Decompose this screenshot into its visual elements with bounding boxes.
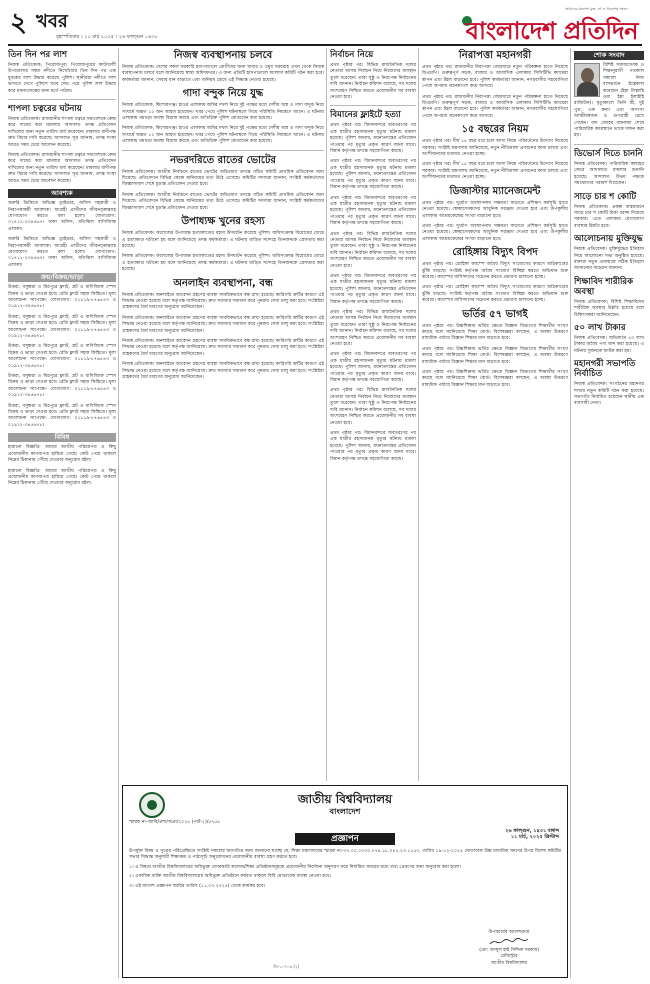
misc-text: হারানো বিজ্ঞপ্তি: আমার জাতীয় পরিচয়পত্র ও কিছু প্রয়োজনীয় কাগজপত্র হারিয়ে গেছে। কেউ পেয়ে থাকলে নিম্নের ঠিকানায় পৌঁছে দেওয়ার অনুরোধ রইল।	[8, 468, 116, 487]
article-body: প্রথম পৃষ্ঠার পর। বিমানবন্দরে অবতরণের পর এক যাত্রীর রহস্যজনক মৃত্যুর ঘটনায় মামলা হয়েছে। পুলিশ জানায়, ময়নাতদন্তের প্রতিবেদন পাওয়ার পর মৃত্যুর প্রকৃত কারণ জানা যাবে। বিমান কর্তৃপক্ষ তদন্তে সহযোগিতা করছে।	[330, 273, 416, 305]
article-body: নিজস্ব প্রতিবেদক। অভিযানে ৫০ লাখ টাকার অবৈধ পণ্য জব্দ করা হয়েছে। এ ঘটনায় দুজনকে আটক করা হয়।	[574, 335, 644, 354]
headline: ভর্তির ৫৭ ভাগই	[462, 308, 528, 320]
article-body: প্রথম পৃষ্ঠার পর। দীর্ঘ ১৫ বছর ধরে চলে আসা নিয়ম পরিবর্তনের উদ্যোগ নিয়েছে সরকার। সংশ্লিষ্ট মন্ত্রণালয় জানিয়েছে, নতুন নীতিমালা প্রণয়নের কাজ চলছে এবং অংশীজনদের মতামত নেওয়া হচ্ছে।	[422, 162, 568, 181]
headline: ডিভোর্স দিতে চাননি	[574, 148, 643, 159]
ad-code: জি-১০৭০৬ (২)	[273, 964, 300, 970]
ad-reference	[129, 820, 561, 827]
headline: আলোচনায় মুক্তিযুদ্ধ	[574, 234, 643, 245]
divider	[330, 105, 416, 106]
article-body: প্রথম পৃষ্ঠার পর। উচ্চশিক্ষায় ভর্তির ক্ষেত্রে বিজ্ঞান বিভাগের শিক্ষার্থীর সংখ্যা কমছে বলে জানিয়েছে শিক্ষা বোর্ড। বিশেষজ্ঞরা বলছেন, এ অবস্থা উত্তরণে মাধ্যমিক পর্যায়ে বিজ্ঞান শিক্ষার মান বাড়াতে হবে।	[422, 346, 568, 365]
headline: ৫০ লাখ টাকার	[574, 322, 626, 333]
ad-paragraph: উপর্যুক্ত বিষয় ও সূত্রের পরিপ্রেক্ষিতে সংশ্লিষ্ট সকলের অবগতির জন্য জানানো যাচ্ছে যে, শিক্ষা মন্ত্রণালয়ের স্মারক নং-৩৭.০০.০০০০.০৭৪.১৮.০০২.২৩.১২৫০, তারিখ ১৯-১২-২০২৪ মোতাবেক উচ্চ মাধ্যমিক সনদের উপর বিশেষ কমিটির সভার সিদ্ধান্ত অনুযায়ী শিক্ষাক্রম ও পাঠ্যসূচি অনুমোদনের প্রয়োজনীয় ব্যবস্থা গ্রহণ করতে হবে।	[129, 848, 561, 861]
article-body: নিজস্ব প্রতিবেদক। সংগঠনের মহানগর শাখার নতুন কমিটি গঠন করা হয়েছে। সভাপতি নির্বাচিত হয়েছেন স্থানীয় এক ব্যবসায়ী নেতা।	[574, 382, 644, 407]
column-right	[574, 48, 644, 978]
newspaper-logo	[406, 7, 638, 45]
property-text: উত্তরা, বসুন্ধরা ও মিরপুরে ফ্ল্যাট, প্লট ও বাণিজ্যিক স্পেস বিক্রয় ও ভাড়া দেওয়া হবে। রেডি ফ্ল্যাট সহজ কিস্তিতে। মূল্য আলোচনা সাপেক্ষে। যোগাযোগ: ০১৮১৯-৮৭৬৫৪৩ ও ০১৯১২-৩৪৫৬৭৮।	[8, 314, 116, 339]
divider	[574, 144, 644, 145]
article-body: প্রথম পৃষ্ঠার পর। বিমানবন্দরে অবতরণের পর এক যাত্রীর রহস্যজনক মৃত্যুর ঘটনায় মামলা হয়েছে। পুলিশ জানায়, ময়নাতদন্তের প্রতিবেদন পাওয়ার পর মৃত্যুর প্রকৃত কারণ জানা যাবে। বিমান কর্তৃপক্ষ তদন্তে সহযোগিতা করছে।	[330, 159, 416, 191]
article-body: প্রথম পৃষ্ঠার পর। বিমানবন্দরে অবতরণের পর এক যাত্রীর রহস্যজনক মৃত্যুর ঘটনায় মামলা হয়েছে। পুলিশ জানায়, ময়নাতদন্তের প্রতিবেদন পাওয়ার পর মৃত্যুর প্রকৃত কারণ জানা যাবে। বিমান কর্তৃপক্ষ তদন্তে সহযোগিতা করছে।	[330, 195, 416, 227]
headline: নিরাপত্তা মহানগরী	[458, 50, 532, 61]
article-body: প্রথম পৃষ্ঠার পর। রাজধানীর নিরাপত্তা জোরদারে নতুন পরিকল্পনা হাতে নিয়েছে ডিএমপি। গুরুত্বপূর্ণ সড়ক, বাজার ও আবাসিক এলাকায় সিসিটিভি ক্যামেরা স্থাপন এবং টহল বাড়ানো হবে। পুলিশ কর্মকর্তারা জানান, নগরবাসীর সহযোগিতা পেলে অপরাধ অনেকাংশে কমে আসবে।	[422, 94, 568, 119]
ad-title: জাতীয় বিশ্ববিদ্যালয়	[297, 792, 393, 806]
signature-icon	[489, 937, 529, 947]
section-name: খবর	[36, 11, 68, 32]
ad-ref-number: স্মারক নং-জাবি/প্রশা/অপ্রা/২০২৫ (পার্ট-২)/৫৭৫৮	[129, 820, 221, 825]
column-center	[330, 48, 416, 781]
article-body: নিজস্ব প্রতিবেদক। কলেজের উপাধ্যক্ষ হত্যাকাণ্ডের রহস্য উদঘাটন করেছে পুলিশ। জমিসংক্রান্ত বিরোধের জেরে এ হত্যাকাণ্ড ঘটানো হয় বলে জানিয়েছে তদন্ত কর্মকর্তারা। এ ঘটনায় জড়িত সন্দেহে তিনজনকে গ্রেফতার করা হয়েছে।	[122, 254, 324, 273]
headline: গাদা বন্দুক নিয়ে যুদ্ধ	[182, 88, 264, 100]
article-body: প্রথম পৃষ্ঠার পর। বিভিন্ন রাজনৈতিক দলের নেতারা আসন্ন নির্বাচন নিয়ে নিজেদের অবস্থান তুলে ধরেছেন। তারা সুষ্ঠু ও নিরপেক্ষ নির্বাচনের দাবি জানান। নির্বাচন কমিশন বলেছে, সব দলের অংশগ্রহণ নিশ্চিত করতে প্রয়োজনীয় সব ব্যবস্থা নেওয়া হবে।	[330, 231, 416, 269]
article-body: নিজস্ব প্রতিবেদক। অনলাইনে আবেদন গ্রহণের ব্যবস্থা সাময়িকভাবে বন্ধ রাখা হয়েছে। কারিগরি ত্রুটির কারণে এই সিদ্ধান্ত নেওয়া হয়েছে বলে কর্তৃপক্ষ জানিয়েছে। দ্রুত সমস্যার সমাধান করে পুনরায় সেবা চালু করা হবে। সংশ্লিষ্টরা গ্রাহকদের ধৈর্য ধারণের অনুরোধ জানিয়েছেন।	[122, 292, 324, 311]
article-body: নিজস্ব প্রতিবেদক। মুক্তিযুদ্ধের ইতিহাস নিয়ে আলোচনা সভা অনুষ্ঠিত হয়েছে। বক্তারা নতুন প্রজন্মকে সঠিক ইতিহাস জানানোর আহ্বান জানান।	[574, 247, 644, 272]
article-body: প্রথম পৃষ্ঠার পর। বিভিন্ন রাজনৈতিক দলের নেতারা আসন্ন নির্বাচন নিয়ে নিজেদের অবস্থান তুলে ধরেছেন। তারা সুষ্ঠু ও নিরপেক্ষ নির্বাচনের দাবি জানান। নির্বাচন কমিশন বলেছে, সব দলের অংশগ্রহণ নিশ্চিত করতে প্রয়োজনীয় সব ব্যবস্থা নেওয়া হবে।	[330, 63, 416, 101]
column-divider	[418, 48, 419, 781]
ad-subtitle: বাংলাদেশ	[329, 807, 361, 816]
ad-signatory-org: জাতীয় বিশ্ববিদ্যালয়	[491, 960, 528, 966]
classifieds-text: জরুরি ভিত্তিতে অভিজ্ঞ ড্রাইভার, অফিস সহকারী ও নিরাপত্তাকর্মী আবশ্যক। আগ্রহী প্রার্থীদের জীবনবৃত্তান্তসহ যোগাযোগ করতে বলা হলো। যোগাযোগ: ০১৭১১-২৩৪৫৬৭। ঢাকা অফিস, মতিঝিল বাণিজ্যিক এলাকা।	[8, 201, 116, 232]
property-text: উত্তরা, বসুন্ধরা ও মিরপুরে ফ্ল্যাট, প্লট ও বাণিজ্যিক স্পেস বিক্রয় ও ভাড়া দেওয়া হবে। রেডি ফ্ল্যাট সহজ কিস্তিতে। মূল্য আলোচনা সাপেক্ষে। যোগাযোগ: ০১৮১৯-৮৭৬৫৪৩ ও ০১৯১২-৩৪৫৬৭৮।	[8, 344, 116, 369]
ad-signatory-name: (মো: আব্দুল হাই সিদ্দিক সরকার)	[479, 947, 539, 953]
ad-notice-title: প্রজ্ঞাপন	[295, 833, 395, 845]
ad-signature-block	[479, 930, 539, 967]
article-body: নিজস্ব প্রতিবেদক। রাজধানীর শাপলা চত্বরে সমাবেশকে কেন্দ্র করে দায়ের করা মামলায় আদালত তদন্ত প্রতিবেদন দাখিলের জন্য নতুন তারিখ ধার্য করেছেন। মামলার বাদীপক্ষ দ্রুত বিচার দাবি করেছে। আদালত সূত্র জানায়, তদন্ত সংস্থা আরও সময় চেয়ে আবেদন করেছে।	[8, 153, 116, 184]
article-body: প্রথম পৃষ্ঠার পর। দীর্ঘ ১৫ বছর ধরে চলে আসা নিয়ম পরিবর্তনের উদ্যোগ নিয়েছে সরকার। সংশ্লিষ্ট মন্ত্রণালয় জানিয়েছে, নতুন নীতিমালা প্রণয়নের কাজ চলছে এবং অংশীজনদের মতামত নেওয়া হচ্ছে।	[422, 139, 568, 158]
column-center-left	[122, 48, 324, 781]
article-body: নিজস্ব প্রতিবেদক। কলেজের উপাধ্যক্ষ হত্যাকাণ্ডের রহস্য উদঘাটন করেছে পুলিশ। জমিসংক্রান্ত বিরোধের জেরে এ হত্যাকাণ্ড ঘটানো হয় বলে জানিয়েছে তদন্ত কর্মকর্তারা। এ ঘটনায় জড়িত সন্দেহে তিনজনকে গ্রেফতার করা হয়েছে।	[122, 231, 324, 249]
article-body: নিজস্ব প্রতিবেদক। অনলাইনে আবেদন গ্রহণের ব্যবস্থা সাময়িকভাবে বন্ধ রাখা হয়েছে। কারিগরি ত্রুটির কারণে এই সিদ্ধান্ত নেওয়া হয়েছে বলে কর্তৃপক্ষ জানিয়েছে। দ্রুত সমস্যার সমাধান করে পুনরায় সেবা চালু করা হবে। সংশ্লিষ্টরা গ্রাহকদের ধৈর্য ধারণের অনুরোধ জানিয়েছেন।	[122, 362, 324, 380]
newspaper-name: বাংলাদেশ প্রতিদিন	[465, 16, 638, 45]
divider	[122, 150, 324, 151]
article-body: প্রথম পৃষ্ঠার পর। বিভিন্ন রাজনৈতিক দলের নেতারা আসন্ন নির্বাচন নিয়ে নিজেদের অবস্থান তুলে ধরেছেন। তারা সুষ্ঠু ও নিরপেক্ষ নির্বাচনের দাবি জানান। নির্বাচন কমিশন বলেছে, সব দলের অংশগ্রহণ নিশ্চিত করতে প্রয়োজনীয় সব ব্যবস্থা নেওয়া হবে।	[330, 310, 416, 348]
article-body: নিজস্ব প্রতিবেদক। অনলাইনে আবেদন গ্রহণের ব্যবস্থা সাময়িকভাবে বন্ধ রাখা হয়েছে। কারিগরি ত্রুটির কারণে এই সিদ্ধান্ত নেওয়া হয়েছে বলে কর্তৃপক্ষ জানিয়েছে। দ্রুত সমস্যার সমাধান করে পুনরায় সেবা চালু করা হবে। সংশ্লিষ্টরা গ্রাহকদের ধৈর্য ধারণের অনুরোধ জানিয়েছেন।	[122, 338, 324, 357]
article-body: প্রথম পৃষ্ঠার পর। রোহিঙ্গা ক্যাম্পে অবৈধ বিদ্যুৎ সংযোগের কারণে অগ্নিকাণ্ডের ঝুঁকি বাড়ছে। সংশ্লিষ্ট কর্তৃপক্ষ অবৈধ সংযোগ বিচ্ছিন্ন করতে অভিযান শুরু করেছে। ক্যাম্পের বাসিন্দাদের সচেতন করতে প্রচারণা চালানো হচ্ছে।	[422, 285, 568, 304]
article-body: প্রথম পৃষ্ঠার পর। বিমানবন্দরে অবতরণের পর এক যাত্রীর রহস্যজনক মৃত্যুর ঘটনায় মামলা হয়েছে। পুলিশ জানায়, ময়নাতদন্তের প্রতিবেদন পাওয়ার পর মৃত্যুর প্রকৃত কারণ জানা যাবে। বিমান কর্তৃপক্ষ তদন্তে সহযোগিতা করছে।	[330, 123, 416, 155]
property-text: উত্তরা, বসুন্ধরা ও মিরপুরে ফ্ল্যাট, প্লট ও বাণিজ্যিক স্পেস বিক্রয় ও ভাড়া দেওয়া হবে। রেডি ফ্ল্যাট সহজ কিস্তিতে। মূল্য আলোচনা সাপেক্ষে। যোগাযোগ: ০১৮১৯-৮৭৬৫৪৩ ও ০১৯১২-৩৪৫৬৭৮।	[8, 285, 116, 310]
classifieds-header: আবশ্যক	[8, 189, 116, 198]
obituary-portrait	[574, 63, 600, 97]
article-body: নিজস্ব প্রতিবেদক। প্রকল্প বাস্তবায়নে সাড়ে চার শ কোটি টাকা বরাদ্দ দিয়েছে সরকার। এতে এলাকার যোগাযোগ ব্যবস্থার উন্নতি হবে।	[574, 204, 644, 229]
article-body: নিজস্ব প্রতিবেদক, পিরোজপুর। পিরোজপুরের কাউখালী উপজেলার সন্ধ্যা নদীতে নিখোঁজের তিন দিন পর এক যুবকের লাশ উদ্ধার করেছে পুলিশ। স্থানীয়রা নদীতে লাশ ভাসতে দেখে পুলিশে খবর দেয়। পরে পুলিশ লাশ উদ্ধার করে ময়নাতদন্তের জন্য মর্গে পাঠায়।	[8, 63, 116, 94]
article-body: নিজস্ব প্রতিবেদক। অনলাইনে আবেদন গ্রহণের ব্যবস্থা সাময়িকভাবে বন্ধ রাখা হয়েছে। কারিগরি ত্রুটির কারণে এই সিদ্ধান্ত নেওয়া হয়েছে বলে কর্তৃপক্ষ জানিয়েছে। দ্রুত সমস্যার সমাধান করে পুনরায় সেবা চালু করা হবে। সংশ্লিষ্টরা গ্রাহকদের ধৈর্য ধারণের অনুরোধ জানিয়েছেন।	[122, 315, 324, 334]
date-line: বৃহস্পতিবার । ১০ মার্চ ২০২৫ । ২৬ ফাল্গুন ১৪৩০	[56, 34, 158, 40]
article-body: নিজস্ব প্রতিবেদক, কিশোরগঞ্জ। হাওর এলাকায় জমির দখল নিয়ে দুই পক্ষের মধ্যে দেশীয় অস্ত্র ও গাদা বন্দুক নিয়ে সংঘর্ষে অন্তত ১২ জন আহত হয়েছেন। খবর পেয়ে পুলিশ ঘটনাস্থলে গিয়ে পরিস্থিতি নিয়ন্ত্রণে আনে। এ ঘটনায় এলাকায় থমথমে অবস্থা বিরাজ করছে এবং অতিরিক্ত পুলিশ মোতায়েন করা হয়েছে।	[122, 126, 324, 145]
headline: শাপলা চত্বরের ঘটনায়	[8, 104, 82, 115]
article-body: নিজস্ব প্রতিবেদক। রাজধানীর শাপলা চত্বরে সমাবেশকে কেন্দ্র করে দায়ের করা মামলায় আদালত তদন্ত প্রতিবেদন দাখিলের জন্য নতুন তারিখ ধার্য করেছেন। মামলার বাদীপক্ষ দ্রুত বিচার দাবি করেছে। আদালত সূত্র জানায়, তদন্ত সংস্থা আরও সময় চেয়ে আবেদন করেছে।	[8, 117, 116, 148]
ad-paragraph: ১। এ বিষয়ে জাতীয় বিশ্ববিদ্যালয়ের অধিভুক্ত বেসরকারি কলেজ/শিক্ষা প্রতিষ্ঠানসমূহকে প্রয়োজনীয় নির্দেশনা অনুসরণ করে নির্ধারিত সময়ের মধ্যে তথ্য প্রেরণের জন্য অনুরোধ করা হলো।	[129, 864, 462, 870]
university-seal-icon	[139, 792, 165, 818]
masthead	[8, 6, 642, 46]
article-body: প্রথম পৃষ্ঠার পর। বিমানবন্দরে অবতরণের পর এক যাত্রীর রহস্যজনক মৃত্যুর ঘটনায় মামলা হয়েছে। পুলিশ জানায়, ময়নাতদন্তের প্রতিবেদন পাওয়ার পর মৃত্যুর প্রকৃত কারণ জানা যাবে। বিমান কর্তৃপক্ষ তদন্তে সহযোগিতা করছে।	[330, 430, 416, 462]
column-left	[8, 48, 116, 978]
article-body: নিজস্ব প্রতিবেদক। দেশের সকল সরকারি হাসপাতালে রোগীদের জন্য খাবার ও ওষুধ সরবরাহ এখন থেকে নিজস্ব ব্যবস্থাপনায় চলবে বলে জানিয়েছে স্বাস্থ্য অধিদফতর। এ জন্য প্রতিটি হাসপাতালে আলাদা কমিটি গঠন করা হবে। কর্মকর্তারা জানান, সেবার মান বাড়াতে এবং অনিয়ম রোধে এই সিদ্ধান্ত নেওয়া হয়েছে।	[122, 65, 324, 83]
ad-date-english: ১১ মার্চ, ২০২৫ খ্রিস্টাব্দ	[510, 834, 559, 841]
obituary-header: শোক সংবাদ	[574, 51, 644, 60]
headline: নিজস্ব ব্যবস্থাপনায় চলবে	[173, 50, 273, 61]
property-text: উত্তরা, বসুন্ধরা ও মিরপুরে ফ্ল্যাট, প্লট ও বাণিজ্যিক স্পেস বিক্রয় ও ভাড়া দেওয়া হবে। রেডি ফ্ল্যাট সহজ কিস্তিতে। মূল্য আলোচনা সাপেক্ষে। যোগাযোগ: ০১৮১৯-৮৭৬৫৪৩ ও ০১৯১২-৩৪৫৬৭৮।	[8, 403, 116, 428]
article-body: প্রথম পৃষ্ঠার পর। বিভিন্ন রাজনৈতিক দলের নেতারা আসন্ন নির্বাচন নিয়ে নিজেদের অবস্থান তুলে ধরেছেন। তারা সুষ্ঠু ও নিরপেক্ষ নির্বাচনের দাবি জানান। নির্বাচন কমিশন বলেছে, সব দলের অংশগ্রহণ নিশ্চিত করতে প্রয়োজনীয় সব ব্যবস্থা নেওয়া হবে।	[330, 388, 416, 426]
ad-date-bangla: ২৬ ফাল্গুন, ১৪৩১ বঙ্গাব্দ	[505, 828, 559, 834]
misc-header: বিবিধ	[8, 433, 116, 442]
article-body: প্রথম পৃষ্ঠার পর। উচ্চশিক্ষায় ভর্তির ক্ষেত্রে বিজ্ঞান বিভাগের শিক্ষার্থীর সংখ্যা কমছে বলে জানিয়েছে শিক্ষা বোর্ড। বিশেষজ্ঞরা বলছেন, এ অবস্থা উত্তরণে মাধ্যমিক পর্যায়ে বিজ্ঞান শিক্ষার মান বাড়াতে হবে।	[422, 370, 568, 388]
article-body: নিজস্ব প্রতিবেদক। জাতীয় নির্বাচনে রাতের ভোটের অভিযোগ তদন্তে গঠিত কমিটি প্রাথমিক প্রতিবেদন জমা দিয়েছে। প্রতিবেদনে বিভিন্ন কেন্দ্রে অনিয়মের তথ্য উঠে এসেছে। কমিটির সদস্যরা জানান, সংশ্লিষ্ট কর্মকর্তাদের জিজ্ঞাসাবাদ শেষে চূড়ান্ত প্রতিবেদন দেওয়া হবে।	[122, 169, 324, 188]
headline: বিমানের ফ্লাইটে হত্যা	[330, 110, 401, 121]
headline: ডিজাস্টার ম্যানেজমেন্ট	[449, 185, 541, 197]
property-header: ক্রয়/বিক্রয়/ভাড়া	[8, 273, 116, 282]
article-body: প্রথম পৃষ্ঠার পর। দুর্যোগ ব্যবস্থাপনায় সক্ষমতা বাড়াতে প্রশিক্ষণ কর্মসূচি হাতে নেওয়া হয়েছে। স্বেচ্ছাসেবকদের আধুনিক সরঞ্জাম দেওয়া হবে এবং উপকূলীয় এলাকায় আশ্রয়কেন্দ্রের সংখ্যা বাড়ানো হবে।	[422, 200, 568, 219]
article-body: নিজস্ব প্রতিবেদক। পারিবারিক কলহের জেরে আদালতে মামলার শুনানি হয়েছে। আদালত উভয় পক্ষকে সমঝোতার পরামর্শ দিয়েছেন।	[574, 161, 644, 187]
obituary-text: বিশিষ্ট সমাজসেবক ও শিক্ষানুরাগী গতকাল সকালে নিজ বাসভবনে ইন্তেকাল করেছেন (ইন্না লিল্লাহি ওয়া ইন্না ইলাইহি রাজিউন)। মৃত্যুকালে তিনি স্ত্রী, দুই পুত্র, এক কন্যা এবং অসংখ্য আত্মীয়স্বজন ও গুণগ্রাহী রেখে গেছেন। বাদ জোহর জানাজা শেষে পারিবারিক কবরস্থানে তাকে দাফন করা হয়।	[574, 63, 644, 139]
column-divider	[570, 48, 571, 978]
ad-signatory-line: উপাচার্যের আদেশক্রমে	[488, 930, 530, 936]
headline: সাড়ে চার শ কোটি	[574, 191, 637, 202]
headline: শিক্ষাবিদ শারীরিক অবস্থা	[574, 276, 634, 297]
ad-date	[505, 828, 559, 841]
ad-paragraph: ২। একাধিক ব্যক্তি জাতীয় বিশ্ববিদ্যালয়ের অধিভুক্ত প্রতিষ্ঠানে কর্মরত থাকলে বিধি মোতাবেক ব্যবস্থা নেওয়া হবে।	[129, 874, 331, 880]
article-body: নিজস্ব প্রতিবেদক। বিশিষ্ট শিক্ষাবিদের শারীরিক অবস্থার উন্নতি হয়েছে বলে চিকিৎসকরা জানিয়েছেন।	[574, 299, 644, 318]
headline: ১৫ বছরের নিয়ম	[461, 124, 529, 136]
column-center-right	[422, 48, 568, 781]
column-divider	[118, 48, 119, 978]
property-text: উত্তরা, বসুন্ধরা ও মিরপুরে ফ্ল্যাট, প্লট ও বাণিজ্যিক স্পেস বিক্রয় ও ভাড়া দেওয়া হবে। রেডি ফ্ল্যাট সহজ কিস্তিতে। মূল্য আলোচনা সাপেক্ষে। যোগাযোগ: ০১৮১৯-৮৭৬৫৪৩ ও ০১৯১২-৩৪৫৬৭৮।	[8, 374, 116, 399]
headline: নভরদরিতে রাতের ভোটের	[170, 154, 276, 166]
logo-tagline: আমাদের প্রত্যাশা মুক্ত, সৎ ও নিরপেক্ষ সংবাদ	[565, 7, 628, 11]
headline: মহানগরী সভাপতি নির্বাচিত	[574, 359, 636, 380]
misc-text: হারানো বিজ্ঞপ্তি: আমার জাতীয় পরিচয়পত্র ও কিছু প্রয়োজনীয় কাগজপত্র হারিয়ে গেছে। কেউ পেয়ে থাকলে নিম্নের ঠিকানায় পৌঁছে দেওয়ার অনুরোধ রইল।	[8, 445, 116, 464]
headline: নির্বাচন নিয়ে	[330, 50, 374, 60]
article-body: প্রথম পৃষ্ঠার পর। উচ্চশিক্ষায় ভর্তির ক্ষেত্রে বিজ্ঞান বিভাগের শিক্ষার্থীর সংখ্যা কমছে বলে জানিয়েছে শিক্ষা বোর্ড। বিশেষজ্ঞরা বলছেন, এ অবস্থা উত্তরণে মাধ্যমিক পর্যায়ে বিজ্ঞান শিক্ষার মান বাড়াতে হবে।	[422, 323, 568, 342]
university-notice-ad	[122, 785, 568, 978]
headline: উপাধ্যক্ষ খুনের রহস্য	[181, 216, 265, 228]
article-body: নিজস্ব প্রতিবেদক। জাতীয় নির্বাচনে রাতের ভোটের অভিযোগ তদন্তে গঠিত কমিটি প্রাথমিক প্রতিবেদন জমা দিয়েছে। প্রতিবেদনে বিভিন্ন কেন্দ্রে অনিয়মের তথ্য উঠে এসেছে। কমিটির সদস্যরা জানান, সংশ্লিষ্ট কর্মকর্তাদের জিজ্ঞাসাবাদ শেষে চূড়ান্ত প্রতিবেদন দেওয়া হবে।	[122, 192, 324, 211]
article-body: প্রথম পৃষ্ঠার পর। রাজধানীর নিরাপত্তা জোরদারে নতুন পরিকল্পনা হাতে নিয়েছে ডিএমপি। গুরুত্বপূর্ণ সড়ক, বাজার ও আবাসিক এলাকায় সিসিটিভি ক্যামেরা স্থাপন এবং টহল বাড়ানো হবে। পুলিশ কর্মকর্তারা জানান, নগরবাসীর সহযোগিতা পেলে অপরাধ অনেকাংশে কমে আসবে।	[422, 65, 568, 90]
article-body: প্রথম পৃষ্ঠার পর। রোহিঙ্গা ক্যাম্পে অবৈধ বিদ্যুৎ সংযোগের কারণে অগ্নিকাণ্ডের ঝুঁকি বাড়ছে। সংশ্লিষ্ট কর্তৃপক্ষ অবৈধ সংযোগ বিচ্ছিন্ন করতে অভিযান শুরু করেছে। ক্যাম্পের বাসিন্দাদের সচেতন করতে প্রচারণা চালানো হচ্ছে।	[422, 262, 568, 280]
ad-signatory-title: রেজিস্ট্রার	[500, 954, 518, 960]
article-body: প্রথম পৃষ্ঠার পর। দুর্যোগ ব্যবস্থাপনায় সক্ষমতা বাড়াতে প্রশিক্ষণ কর্মসূচি হাতে নেওয়া হয়েছে। স্বেচ্ছাসেবকদের আধুনিক সরঞ্জাম দেওয়া হবে এবং উপকূলীয় এলাকায় আশ্রয়কেন্দ্রের সংখ্যা বাড়ানো হবে।	[422, 223, 568, 242]
divider	[8, 99, 116, 100]
classifieds-text: জরুরি ভিত্তিতে অভিজ্ঞ ড্রাইভার, অফিস সহকারী ও নিরাপত্তাকর্মী আবশ্যক। আগ্রহী প্রার্থীদের জীবনবৃত্তান্তসহ যোগাযোগ করতে বলা হলো। যোগাযোগ: ০১৭১১-২৩৪৫৬৭। ঢাকা অফিস, মতিঝিল বাণিজ্যিক এলাকা।	[8, 237, 116, 268]
article-body: প্রথম পৃষ্ঠার পর। বিমানবন্দরে অবতরণের পর এক যাত্রীর রহস্যজনক মৃত্যুর ঘটনায় মামলা হয়েছে। পুলিশ জানায়, ময়নাতদন্তের প্রতিবেদন পাওয়ার পর মৃত্যুর প্রকৃত কারণ জানা যাবে। বিমান কর্তৃপক্ষ তদন্তে সহযোগিতা করছে।	[330, 352, 416, 384]
page-number: ২	[10, 8, 27, 38]
ad-paragraph: ৩। এই আদেশ প্রজ্ঞাপন জারির তারিখ (১১.০৩.২০২৫) থেকে কার্যকর হবে।	[129, 883, 266, 889]
headline: অনলাইন ব্যবস্থাপনা, বন্ধ	[173, 277, 273, 289]
headline: তিন দিন পর লাশ	[8, 50, 68, 60]
headline: রোহিঙ্গায় বিদ্যুৎ বিপদ	[452, 247, 538, 259]
column-divider	[326, 48, 327, 781]
article-body: নিজস্ব প্রতিবেদক, কিশোরগঞ্জ। হাওর এলাকায় জমির দখল নিয়ে দুই পক্ষের মধ্যে দেশীয় অস্ত্র ও গাদা বন্দুক নিয়ে সংঘর্ষে অন্তত ১২ জন আহত হয়েছেন। খবর পেয়ে পুলিশ ঘটনাস্থলে গিয়ে পরিস্থিতি নিয়ন্ত্রণে আনে। এ ঘটনায় এলাকায় থমথমে অবস্থা বিরাজ করছে এবং অতিরিক্ত পুলিশ মোতায়েন করা হয়েছে।	[122, 103, 324, 122]
ad-body	[129, 849, 561, 891]
